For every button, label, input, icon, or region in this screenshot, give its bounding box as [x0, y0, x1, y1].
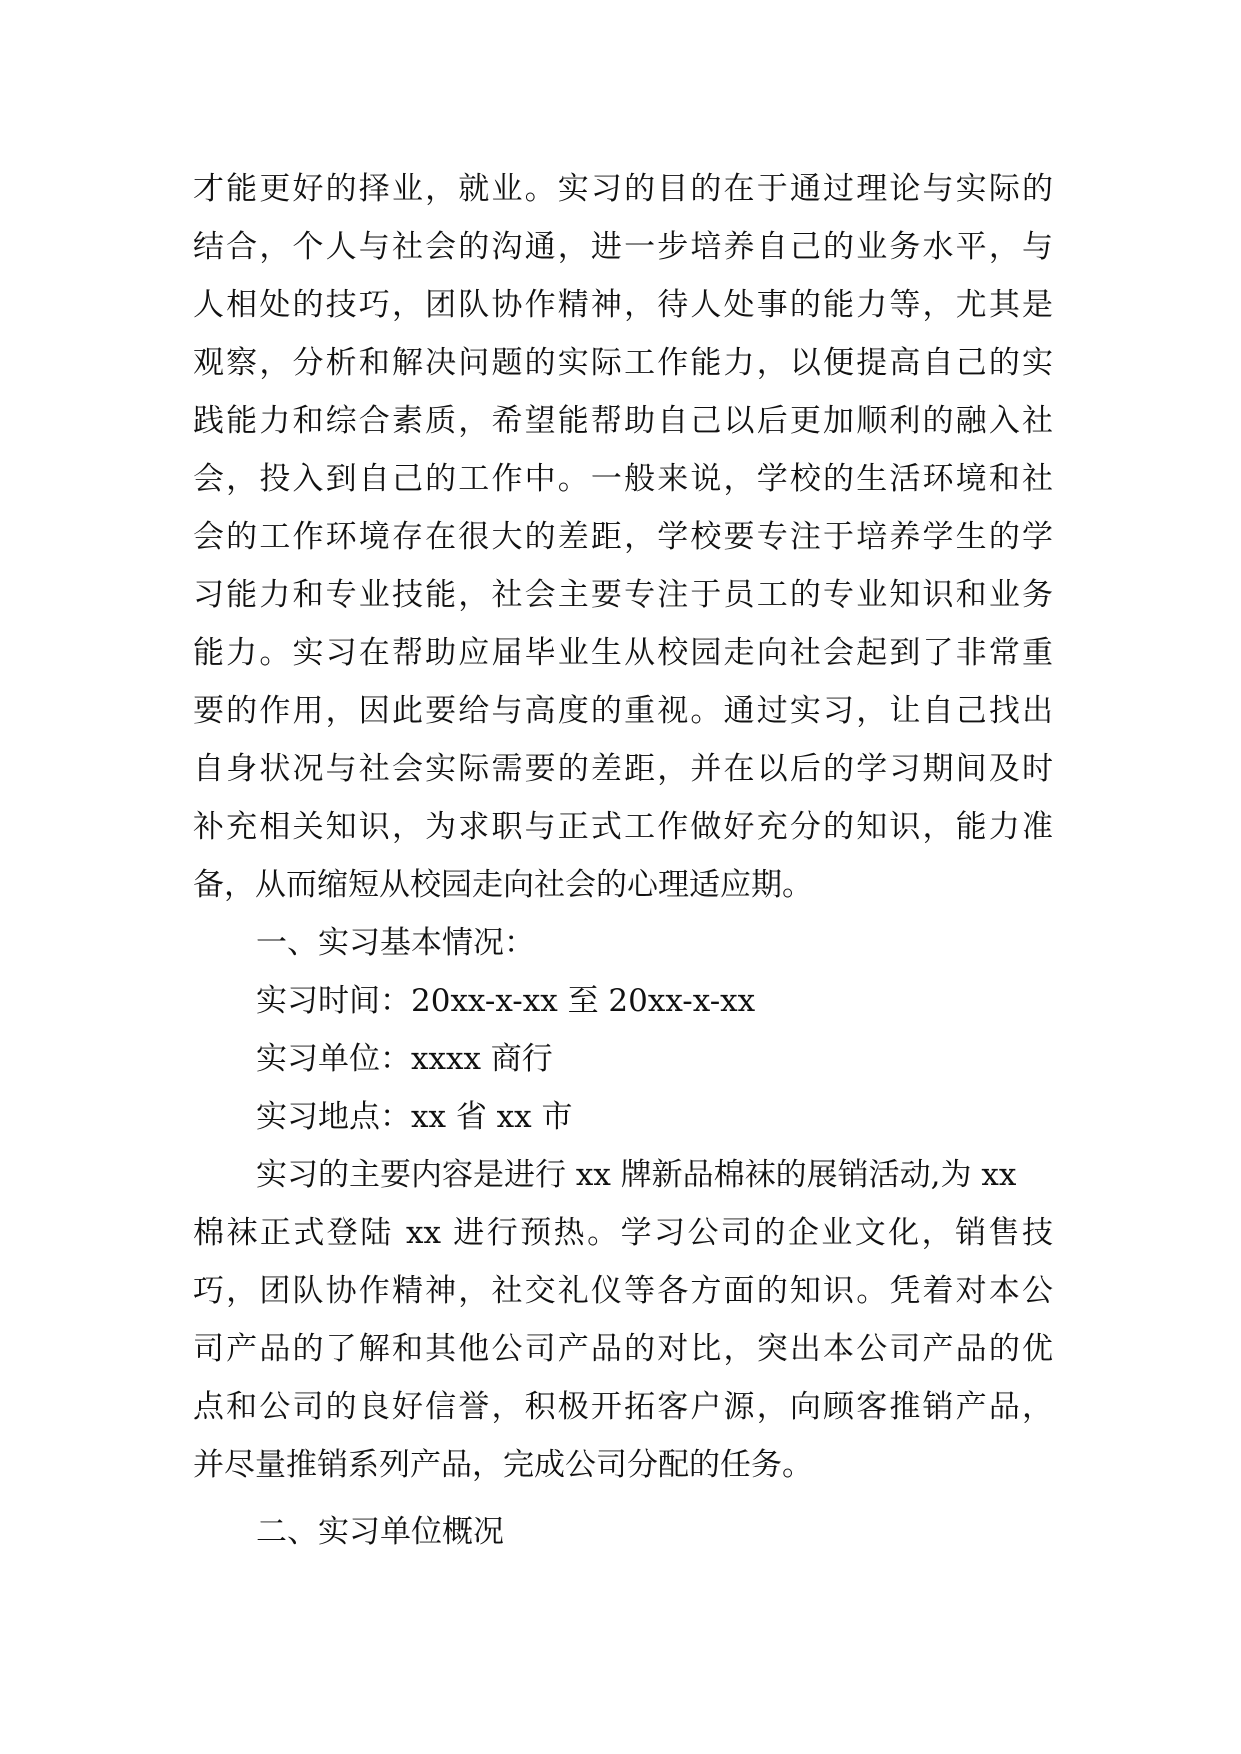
paragraph-line: 人相处的技巧，团队协作精神，待人处事的能力等，尤其是	[193, 287, 1053, 323]
section-heading-unit-overview: 二、实习单位概况	[256, 1514, 504, 1550]
internship-unit: 实习单位：xxxx 商行	[256, 1041, 553, 1077]
paragraph-line: 践能力和综合素质，希望能帮助自己以后更加顺利的融入社	[193, 403, 1053, 439]
paragraph-line: 观察，分析和解决问题的实际工作能力，以便提高自己的实	[193, 345, 1053, 381]
paragraph-line: 要的作用，因此要给与高度的重视。通过实习，让自己找出	[193, 693, 1053, 729]
paragraph-line: 司产品的了解和其他公司产品的对比，突出本公司产品的优	[193, 1331, 1053, 1367]
paragraph-line: 会，投入到自己的工作中。一般来说，学校的生活环境和社	[193, 461, 1053, 497]
paragraph-line: 备，从而缩短从校园走向社会的心理适应期。	[193, 867, 813, 903]
internship-location: 实习地点：xx 省 xx 市	[256, 1099, 573, 1135]
paragraph-line: 才能更好的择业，就业。实习的目的在于通过理论与实际的	[193, 171, 1053, 207]
section-heading-basic-info: 一、实习基本情况：	[256, 925, 535, 961]
paragraph-line: 会的工作环境存在很大的差距，学校要专注于培养学生的学	[193, 519, 1053, 555]
paragraph-line: 并尽量推销系列产品，完成公司分配的任务。	[193, 1447, 813, 1483]
paragraph-line: 自身状况与社会实际需要的差距，并在以后的学习期间及时	[193, 751, 1053, 787]
paragraph-line: 棉袜正式登陆 xx 进行预热。学习公司的企业文化，销售技	[193, 1215, 1053, 1251]
paragraph-line: 巧，团队协作精神，社交礼仪等各方面的知识。凭着对本公	[193, 1273, 1053, 1309]
paragraph-line: 点和公司的良好信誉，积极开拓客户源，向顾客推销产品，	[193, 1389, 1053, 1425]
paragraph-line: 能力。实习在帮助应届毕业生从校园走向社会起到了非常重	[193, 635, 1053, 671]
internship-time: 实习时间：20xx-x-xx 至 20xx-x-xx	[256, 983, 756, 1019]
paragraph-line: 结合，个人与社会的沟通，进一步培养自己的业务水平，与	[193, 229, 1053, 265]
paragraph-line: 习能力和专业技能，社会主要专注于员工的专业知识和业务	[193, 577, 1053, 613]
paragraph-line: 实习的主要内容是进行 xx 牌新品棉袜的展销活动,为 xx	[256, 1157, 1017, 1193]
paragraph-line: 补充相关知识，为求职与正式工作做好充分的知识，能力准	[193, 809, 1053, 845]
body-text	[193, 160, 1053, 1561]
